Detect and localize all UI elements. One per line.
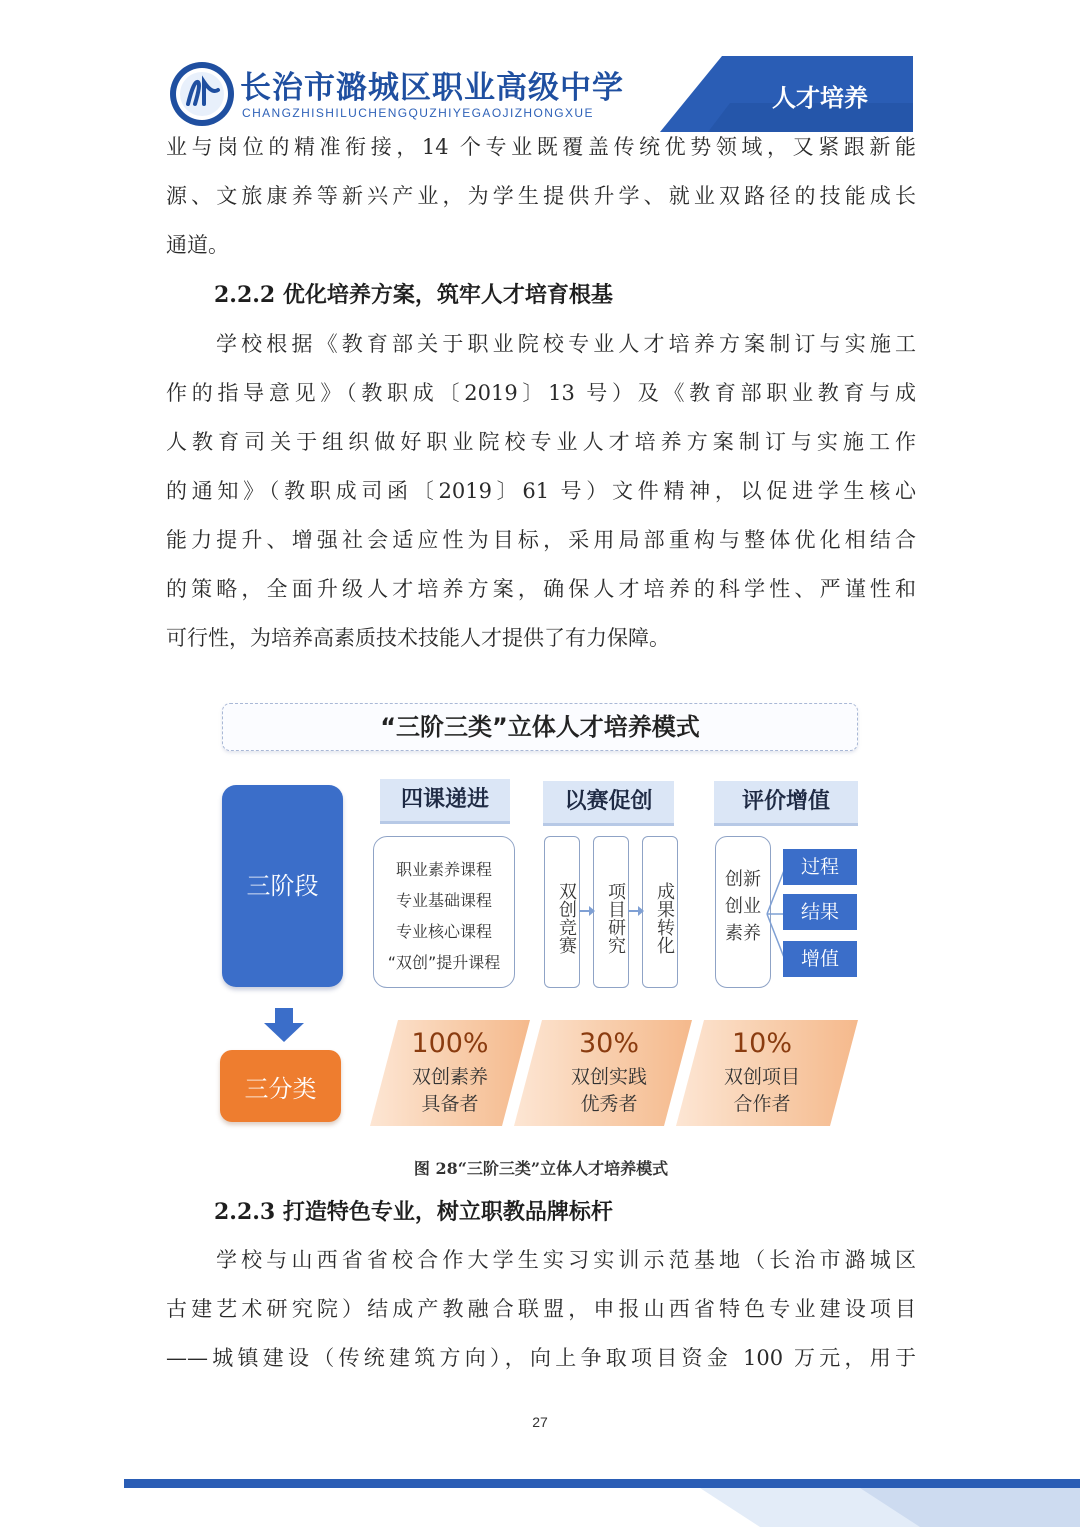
tier-percent: 10% <box>731 1028 792 1059</box>
tier-percent: 30% <box>578 1028 639 1059</box>
arrow-right-icon <box>627 904 645 918</box>
figure-title: “三阶三类”立体人才培养模式 <box>380 713 700 741</box>
course-item: 专业基础课程 <box>395 891 492 910</box>
paragraph-line: ——城镇建设（传统建筑方向），向上争取项目资金 100 万元，用于 <box>166 1346 916 1370</box>
evaluation-item: 增值 <box>783 941 857 977</box>
tier-desc: 具备者 <box>421 1093 479 1115</box>
section-heading-2-2-3: 2.2.3 打造特色专业，树立职教品牌标杆 <box>214 1199 613 1225</box>
figure-caption: 图 28“三阶三类”立体人才培养模式 <box>413 1159 669 1178</box>
evaluation-core-label: 创新创业素养 <box>725 869 761 944</box>
tier-desc: 双创实践 <box>570 1066 647 1088</box>
col-head-four-courses: 四课递进 <box>380 779 510 824</box>
down-arrow-icon <box>262 1008 306 1042</box>
tier-percent: 100% <box>411 1028 489 1059</box>
paragraph-line: 通道。 <box>166 233 229 257</box>
paragraph-line: 人教育司关于组织做好职业院校专业人才培养方案制订与实施工作 <box>166 430 916 454</box>
section-tab-label: 人才培养 <box>772 84 868 112</box>
paragraph-2 <box>166 320 916 663</box>
arrow-right-icon <box>578 904 596 918</box>
tier-desc: 合作者 <box>733 1093 791 1115</box>
footer-decoration <box>0 1470 1080 1527</box>
school-name-en: CHANGZHISHILUCHENGQUZHIYEGAOJIZHONGXUE <box>242 106 594 120</box>
paragraph-line: 的策略，全面升级人才培养方案，确保人才培养的科学性、严谨性和 <box>166 577 916 601</box>
tier-desc: 优秀者 <box>580 1093 638 1115</box>
competition-step: 项目研究 <box>605 882 626 954</box>
paragraph-line: 古建艺术研究院）结成产教融合联盟，申报山西省特色专业建设项目 <box>166 1297 916 1321</box>
paragraph-1 <box>166 123 916 270</box>
section-heading-2-2-2: 2.2.2 优化培养方案，筑牢人才培育根基 <box>214 282 613 308</box>
tier-desc: 双创素养 <box>411 1066 488 1088</box>
paragraph-line: 的通知》（教职成司函〔2019〕61 号）文件精神，以促进学生核心 <box>166 479 916 503</box>
three-stages-label: 三阶段 <box>246 872 319 900</box>
evaluation-item: 过程 <box>783 849 857 885</box>
tier-desc: 双创项目 <box>723 1066 800 1088</box>
paragraph-line: 可行性，为培养高素质技术技能人才提供了有力保障。 <box>166 626 670 650</box>
competition-step: 成果转化 <box>654 882 675 954</box>
school-name-cn: 长治市潞城区职业高级中学 <box>240 70 624 106</box>
page-number: 27 <box>532 1414 548 1430</box>
school-emblem-icon <box>168 60 236 128</box>
col-head-evaluation: 评价增值 <box>714 781 858 826</box>
paragraph-line: 业与岗位的精准衔接，14 个专业既覆盖传统优势领域，又紧跟新能 <box>166 135 916 159</box>
col-head-competition: 以赛促创 <box>543 781 674 826</box>
course-item: 专业核心课程 <box>395 922 492 941</box>
paragraph-line: 能力提升、增强社会适应性为目标，采用局部重构与整体优化相结合 <box>166 528 916 552</box>
course-item: “双创”提升课程 <box>387 953 501 972</box>
paragraph-line: 学校与山西省省校合作大学生实习实训示范基地（长治市潞城区 <box>216 1248 916 1272</box>
paragraph-line: 源、文旅康养等新兴产业，为学生提供升学、就业双路径的技能成长 <box>166 184 916 208</box>
course-item: 职业素养课程 <box>395 860 492 879</box>
paragraph-line: 学校根据《教育部关于职业院校专业人才培养方案制订与实施工 <box>216 332 916 356</box>
paragraph-3 <box>166 1236 916 1383</box>
competition-step: 双创竞赛 <box>556 882 577 954</box>
evaluation-item: 结果 <box>783 894 857 930</box>
paragraph-line: 作的指导意见》（教职成〔2019〕13 号）及《教育部职业教育与成 <box>166 381 916 405</box>
three-categories-label: 三分类 <box>244 1075 317 1103</box>
